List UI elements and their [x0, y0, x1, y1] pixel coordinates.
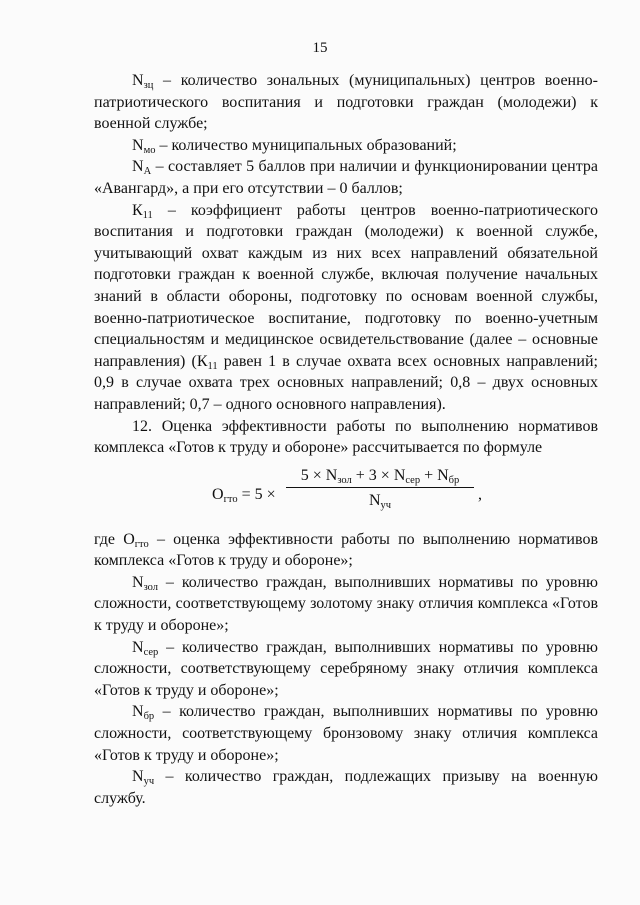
definition-n-br: $N_{бр}$ – количество граждан, выполнивших нормативы по уровню сложности, соответствующему бронзовому знаку отличия комплекса «Готов к труду и обороне»;	[94, 703, 598, 764]
symbol: $N_{мо}$	[132, 136, 156, 156]
document-body	[94, 70, 598, 809]
page-number: 15	[312, 40, 328, 56]
symbol: $N_{уч}$	[132, 768, 155, 788]
symbol: $N_{сер}$	[132, 638, 159, 658]
symbol: $N_{бр}$	[132, 703, 155, 723]
gto-formula	[94, 465, 598, 523]
formula-fraction	[286, 465, 474, 512]
definition-n-zol: $N_{зол}$ – количество граждан, выполнивших нормативы по уровню сложности, соответствующему золотому знаку отличия комплекса «Готов к труду и обороне»;	[94, 573, 598, 635]
formula-numerator: $5 \times N_{зол} + 3 \times N_{сер} + N_{бр}$	[286, 465, 474, 489]
definition-k11: $К_{11}$ – коэффициент работы центров военно-патриотического воспитания и подготовки граждан (молодежи) к военной службе, учитывающий охват каждым из них всех направлений обязательной подготовки граждан к военной службе, включая получение начальных знаний в области обороны, подготовку по основам военной службы, военно-патриотическое воспитание, подготовку по военно-учетным специальностям и медицинское освидетельствование (далее – основные направления) ($К_{11}$ равен 1 в случае охвата всех основных направлений; 0,9 в случае охвата трех основных направлений; 0,8 – двух основных направлений; 0,7 – одного основного направления).	[94, 201, 599, 413]
symbol: $N_А$	[132, 158, 152, 178]
where-o-gto: где $О_{гто}$ – оценка эффективности работы по выполнению нормативов комплекса «Готов к труду и обороне»;	[94, 530, 598, 570]
definition-n-mo: $N_{мо}$ – количество муниципальных образований;	[132, 136, 457, 156]
formula-lhs: $О_{гто} = 5$ ×	[212, 485, 276, 505]
definition-n-ser: $N_{сер}$ – количество граждан, выполнивших нормативы по уровню сложности, соответствующему серебряному знаку отличия комплекса «Готов к труду и обороне»;	[94, 638, 598, 699]
definition-n-a: $N_А$ – составляет 5 баллов при наличии и функционировании центра «Авангард», а при его отсутствии – 0 баллов;	[94, 158, 598, 197]
definition-n-uch: $N_{уч}$ – количество граждан, подлежащих призыву на военную службу.	[94, 768, 598, 807]
definition-n-zc: $N_{зц}$ – количество зональных (муниципальных) центров военно-патриотического воспитания и подготовки граждан (молодежи) к военной службе;	[94, 72, 598, 133]
symbol: $N_{зц}$	[132, 72, 154, 91]
symbol: $К_{11}$	[132, 201, 153, 221]
section-12-text: 12. Оценка эффективности работы по выполнению нормативов комплекса «Готов к труду и обороне» рассчитывается по формуле	[94, 417, 598, 457]
formula-comma: ,	[478, 485, 482, 503]
symbol: $N_{зол}$	[132, 573, 158, 593]
formula-denominator: $N_{уч}$	[368, 492, 392, 512]
